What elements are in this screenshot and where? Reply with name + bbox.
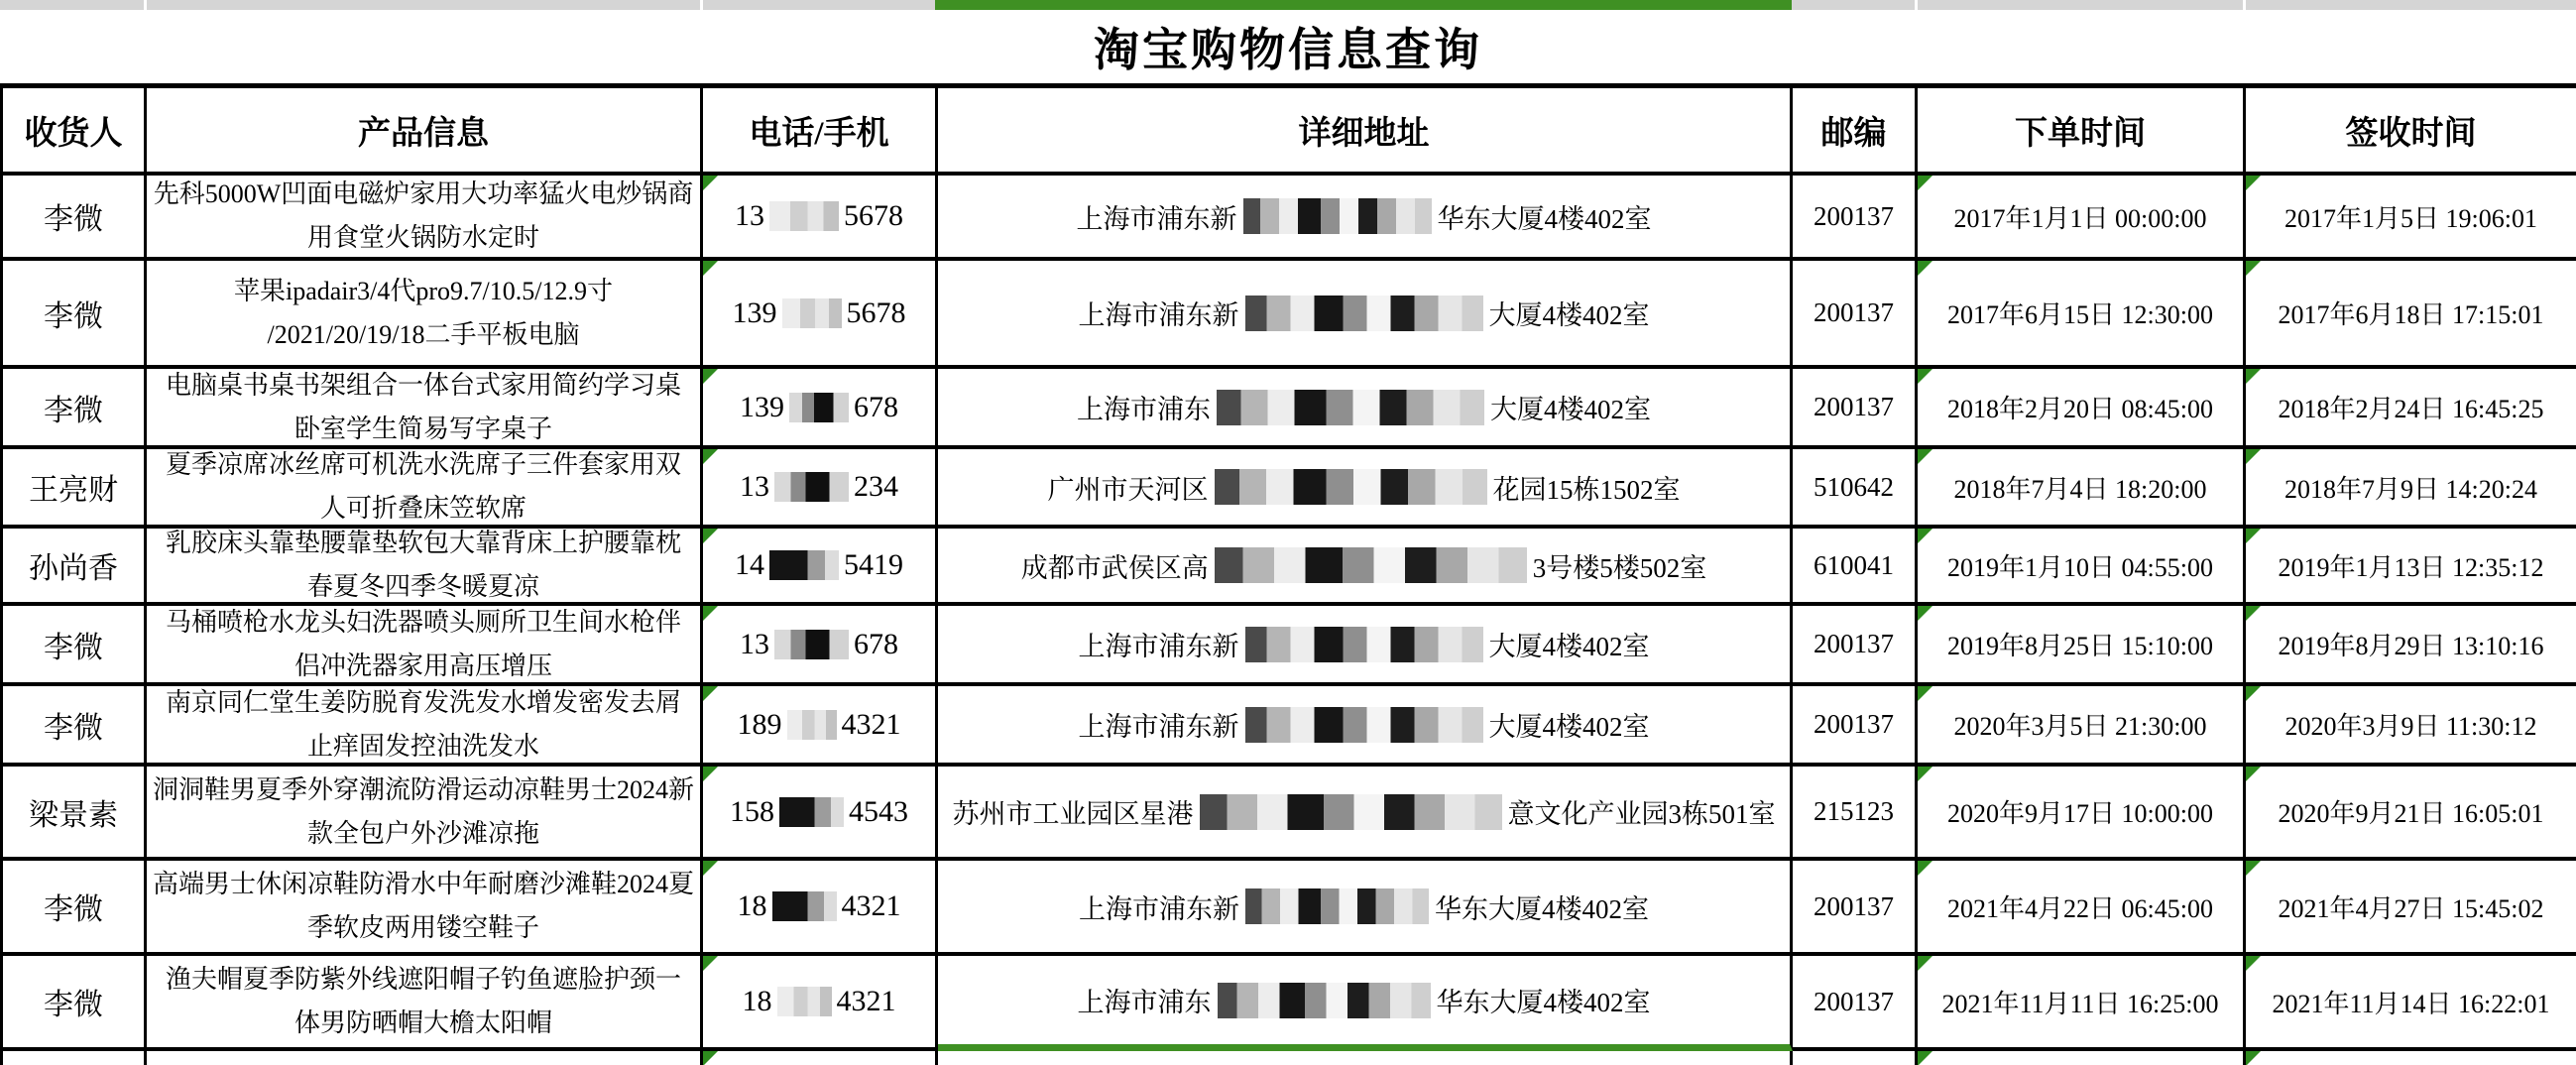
cell-flag-triangle-icon (1918, 529, 1932, 543)
address-cell[interactable] (938, 261, 1793, 369)
product-title-line1: 先科5000W凹面电磁炉家用大功率猛火电炒锅商 (153, 179, 694, 208)
phone-visible-suffix: 678 (854, 627, 898, 660)
sign-time: 2019年1月13日 12:35:12 (2278, 552, 2544, 582)
header-label: 详细地址 (1298, 115, 1430, 152)
product-title-line1: 洞洞鞋男夏季外穿潮流防滑运动凉鞋男士2024新 (152, 774, 694, 804)
order-time-cell[interactable] (1918, 176, 2246, 261)
cell-flag-triangle-icon (703, 369, 718, 384)
phone-cell[interactable] (703, 261, 938, 369)
address-visible-suffix: 华东大厦4楼402室 (1435, 893, 1649, 924)
phone-redaction-box (772, 891, 837, 921)
phone-visible-suffix: 4321 (841, 707, 901, 741)
product-title-line2: 春夏冬四季冬暖夏凉 (306, 572, 539, 601)
sheet-row-above-strip (0, 0, 2576, 10)
phone-cell[interactable] (703, 369, 938, 449)
partial-row-cell[interactable] (938, 1051, 1793, 1065)
cell-flag-triangle-icon (703, 529, 718, 543)
phone-cell[interactable] (703, 956, 938, 1051)
orders-table (0, 83, 2576, 1065)
header-cell-postal[interactable] (1793, 88, 1918, 176)
cell-flag-triangle-icon (703, 1051, 718, 1065)
phone-redaction-box (782, 298, 842, 328)
postal-cell[interactable] (1793, 861, 1918, 956)
address-visible-suffix: 意文化产业园3栋501室 (1507, 799, 1776, 829)
sign-time-cell[interactable] (2246, 261, 2576, 369)
recipient-cell[interactable] (3, 767, 147, 861)
header-cell-address[interactable] (938, 88, 1793, 176)
phone-visible-suffix: 678 (854, 390, 898, 423)
address-cell[interactable] (938, 956, 1793, 1051)
phone-cell[interactable] (703, 686, 938, 767)
address-cell[interactable] (938, 176, 1793, 261)
phone-visible-suffix: 5419 (844, 548, 903, 581)
title-area (0, 10, 2576, 83)
cell-flag-triangle-icon (703, 686, 718, 701)
postal-code: 200137 (1814, 890, 1894, 921)
phone-number (738, 708, 901, 742)
cell-flag-triangle-icon (1918, 176, 1932, 190)
sign-time: 2020年3月9日 11:30:12 (2284, 712, 2537, 741)
address-visible-prefix: 上海市浦东 (1077, 395, 1211, 424)
order-time-cell[interactable] (1918, 767, 2246, 861)
phone-redaction-box (774, 472, 849, 502)
address-visible-prefix: 上海市浦东 (1077, 988, 1212, 1017)
product-cell[interactable] (147, 861, 703, 956)
address-cell[interactable] (938, 606, 1793, 686)
phone-cell[interactable] (703, 767, 938, 861)
cell-flag-triangle-icon (1918, 861, 1932, 876)
phone-visible-prefix: 18 (742, 985, 772, 1017)
cell-flag-triangle-icon (703, 767, 718, 781)
cell-flag-triangle-icon (1918, 606, 1932, 621)
postal-cell[interactable] (1793, 529, 1918, 606)
order-time-cell[interactable] (1918, 861, 2246, 956)
product-title-line1: 渔夫帽夏季防紫外线遮阳帽子钓鱼遮脸护颈一 (165, 965, 681, 994)
order-time: 2019年1月10日 04:55:00 (1947, 552, 2213, 582)
header-cell-order-time[interactable] (1918, 88, 2246, 176)
address-cell[interactable] (938, 686, 1793, 767)
phone-number (743, 985, 896, 1018)
cell-flag-triangle-icon (2246, 449, 2261, 464)
recipient-cell[interactable] (3, 686, 147, 767)
phone-visible-suffix: 4543 (849, 794, 908, 828)
sign-time-cell[interactable] (2246, 606, 2576, 686)
recipient-name: 李微 (44, 394, 103, 427)
postal-cell[interactable] (1793, 767, 1918, 861)
product-title-line1: 高端男士休闲凉鞋防滑水中年耐磨沙滩鞋2024夏 (152, 870, 694, 898)
header-cell-product[interactable] (147, 88, 703, 176)
address-visible-suffix: 大厦4楼402室 (1490, 395, 1651, 424)
phone-cell[interactable] (703, 449, 938, 529)
address-redaction-box (1217, 390, 1484, 425)
address-cell[interactable] (938, 369, 1793, 449)
postal-cell[interactable] (1793, 606, 1918, 686)
postal-code: 200137 (1814, 986, 1894, 1016)
recipient-cell[interactable] (3, 529, 147, 606)
product-title-line1: 苹果ipadair3/4代pro9.7/10.5/12.9寸 (233, 276, 613, 305)
sign-time: 2018年2月24日 16:45:25 (2278, 395, 2544, 423)
phone-redaction-box (777, 987, 832, 1016)
recipient-cell[interactable] (3, 261, 147, 369)
address-redaction-box (1215, 547, 1527, 583)
postal-cell[interactable] (1793, 261, 1918, 369)
sign-time-cell[interactable] (2246, 449, 2576, 529)
product-cell[interactable] (147, 606, 703, 686)
address-text (1079, 294, 1650, 332)
header-cell-sign-time[interactable] (2246, 88, 2576, 176)
product-title-line1: 马桶喷枪水龙头妇洗器喷头厕所卫生间水枪伴 (165, 607, 681, 637)
recipient-name: 王亮财 (29, 474, 118, 507)
phone-visible-prefix: 139 (740, 390, 784, 423)
recipient-cell[interactable] (3, 606, 147, 686)
order-time: 2017年6月15日 12:30:00 (1947, 300, 2213, 329)
header-label: 产品信息 (358, 115, 489, 152)
partial-row-cell[interactable] (703, 1051, 938, 1065)
sign-time-cell[interactable] (2246, 176, 2576, 261)
address-visible-suffix: 大厦4楼402室 (1488, 632, 1650, 661)
phone-visible-prefix: 13 (740, 470, 769, 503)
cell-flag-triangle-icon (703, 956, 718, 971)
phone-visible-prefix: 139 (732, 296, 777, 329)
order-time: 2018年7月4日 18:20:00 (1953, 474, 2207, 504)
phone-visible-prefix: 13 (740, 627, 769, 660)
recipient-cell[interactable] (3, 369, 147, 449)
cell-flag-triangle-icon (1918, 686, 1932, 701)
address-visible-prefix: 广州市天河区 (1047, 474, 1209, 505)
address-visible-suffix: 大厦4楼402室 (1488, 300, 1650, 330)
postal-cell[interactable] (1793, 369, 1918, 449)
partial-row-cell[interactable] (1793, 1051, 1918, 1065)
phone-visible-suffix: 4321 (841, 889, 901, 922)
address-cell[interactable] (938, 861, 1793, 956)
phone-redaction-box (774, 630, 849, 659)
strip-column-separator (2243, 0, 2246, 10)
address-redaction-box (1245, 627, 1483, 662)
product-cell[interactable] (147, 369, 703, 449)
header-cell-recipient[interactable] (3, 88, 147, 176)
postal-code: 510642 (1814, 471, 1894, 502)
recipient-cell[interactable] (3, 176, 147, 261)
address-text (1078, 981, 1651, 1019)
strip-column-separator (1915, 0, 1918, 10)
product-cell[interactable] (147, 956, 703, 1051)
sign-time: 2020年9月21日 16:05:01 (2278, 799, 2544, 828)
address-redaction-box (1245, 888, 1429, 924)
sign-time-cell[interactable] (2246, 861, 2576, 956)
cell-flag-triangle-icon (703, 176, 718, 190)
phone-redaction-box (779, 797, 844, 827)
product-cell[interactable] (147, 686, 703, 767)
address-text (1079, 888, 1649, 926)
phone-visible-prefix: 189 (737, 707, 782, 741)
cell-flag-triangle-icon (1918, 956, 1932, 971)
product-title-line2: 卧室学生简易写字桌子 (293, 414, 552, 443)
cell-flag-triangle-icon (703, 261, 718, 276)
sign-time: 2018年7月9日 14:20:24 (2284, 474, 2537, 504)
recipient-name: 孙尚香 (29, 552, 118, 585)
cell-flag-triangle-icon (703, 861, 718, 876)
cell-flag-triangle-icon (2246, 529, 2261, 543)
cell-flag-triangle-icon (2246, 956, 2261, 971)
product-title-line2: 季软皮两用镂空鞋子 (306, 913, 539, 942)
order-time-cell[interactable] (1918, 956, 2246, 1051)
product-title-line2: 止痒固发控油洗发水 (306, 731, 539, 761)
strip-column-separator (144, 0, 147, 10)
phone-cell[interactable] (703, 606, 938, 686)
phone-visible-prefix: 18 (737, 889, 767, 922)
header-label: 电话/手机 (749, 115, 889, 152)
partial-row-cell[interactable] (2246, 1051, 2576, 1065)
phone-number (733, 296, 906, 330)
order-time: 2020年3月5日 21:30:00 (1953, 712, 2207, 741)
address-text (1079, 625, 1650, 663)
cell-flag-triangle-icon (2246, 1051, 2261, 1065)
address-redaction-box (1243, 198, 1432, 234)
partial-row-cell[interactable] (3, 1051, 147, 1065)
phone-number (740, 470, 898, 504)
postal-code: 215123 (1814, 796, 1894, 826)
product-cell[interactable] (147, 529, 703, 606)
recipient-cell[interactable] (3, 956, 147, 1051)
order-time: 2018年2月20日 08:45:00 (1947, 395, 2213, 423)
order-time: 2021年4月22日 06:45:00 (1947, 893, 2213, 923)
recipient-name: 李微 (44, 989, 103, 1021)
product-title-line1: 乳胶床头靠垫腰靠垫软包大靠背床上护腰靠枕 (165, 529, 681, 557)
phone-visible-suffix: 4321 (836, 985, 896, 1017)
cell-flag-triangle-icon (2246, 261, 2261, 276)
header-label: 下单时间 (2015, 115, 2146, 152)
postal-code: 200137 (1814, 200, 1894, 231)
phone-number (735, 548, 903, 582)
sign-time: 2021年4月27日 15:45:02 (2278, 893, 2544, 923)
postal-cell[interactable] (1793, 686, 1918, 767)
postal-cell[interactable] (1793, 176, 1918, 261)
product-cell[interactable] (147, 767, 703, 861)
address-text (1079, 705, 1650, 744)
order-time: 2019年8月25日 15:10:00 (1947, 632, 2213, 660)
sign-time: 2019年8月29日 13:10:16 (2278, 632, 2544, 660)
cell-flag-triangle-icon (703, 449, 718, 464)
order-time: 2021年11月11日 16:25:00 (1941, 989, 2219, 1018)
postal-code: 200137 (1814, 297, 1894, 327)
phone-cell[interactable] (703, 529, 938, 606)
address-text (1077, 197, 1652, 236)
sign-time-cell[interactable] (2246, 529, 2576, 606)
address-visible-prefix: 上海市浦东新 (1078, 712, 1239, 742)
postal-code: 610041 (1814, 549, 1894, 580)
recipient-name: 李微 (44, 711, 103, 745)
phone-number (740, 628, 898, 661)
cell-flag-triangle-icon (1918, 767, 1932, 781)
address-visible-prefix: 上海市浦东新 (1078, 300, 1239, 330)
cell-flag-triangle-icon (1918, 261, 1932, 276)
recipient-name: 李微 (44, 893, 103, 926)
order-time-cell[interactable] (1918, 686, 2246, 767)
sign-time: 2021年11月14日 16:22:01 (2272, 989, 2550, 1018)
partial-row-cell[interactable] (1918, 1051, 2246, 1065)
order-time-cell[interactable] (1918, 369, 2246, 449)
address-redaction-box (1215, 469, 1487, 505)
address-visible-prefix: 上海市浦东新 (1079, 893, 1239, 924)
postal-code: 200137 (1814, 709, 1894, 739)
green-fill-strip (935, 0, 1792, 10)
partial-row-cell[interactable] (147, 1051, 703, 1065)
address-visible-prefix: 上海市浦东新 (1078, 632, 1239, 661)
cell-flag-triangle-icon (2246, 767, 2261, 781)
page-title: 淘宝购物信息查询 (1094, 25, 1482, 75)
product-title-line2: 人可折叠床笠软席 (319, 494, 527, 523)
order-time-cell[interactable] (1918, 529, 2246, 606)
address-visible-suffix: 3号楼5楼502室 (1532, 552, 1707, 583)
header-cell-phone[interactable] (703, 88, 938, 176)
address-redaction-box (1245, 296, 1483, 331)
address-cell[interactable] (938, 449, 1793, 529)
phone-cell[interactable] (703, 176, 938, 261)
product-cell[interactable] (147, 261, 703, 369)
recipient-name: 梁景素 (29, 798, 118, 832)
sign-time-cell[interactable] (2246, 767, 2576, 861)
header-label: 收货人 (24, 115, 123, 152)
order-time-cell[interactable] (1918, 449, 2246, 529)
phone-visible-prefix: 13 (735, 199, 764, 232)
order-time: 2020年9月17日 10:00:00 (1947, 799, 2213, 828)
phone-number (730, 795, 908, 829)
phone-cell[interactable] (703, 861, 938, 956)
order-time-cell[interactable] (1918, 261, 2246, 369)
cell-flag-triangle-icon (2246, 369, 2261, 384)
product-cell[interactable] (147, 449, 703, 529)
recipient-name: 李微 (44, 631, 103, 664)
address-visible-prefix: 上海市浦东新 (1076, 203, 1237, 234)
product-title-line2: 用食堂火锅防水定时 (306, 223, 539, 252)
address-visible-suffix: 花园15栋1502室 (1492, 474, 1681, 505)
phone-redaction-box (769, 550, 839, 580)
recipient-name: 李微 (44, 203, 103, 236)
phone-redaction-box (787, 710, 837, 740)
address-text (1048, 468, 1681, 507)
order-time: 2017年1月1日 00:00:00 (1953, 203, 2207, 233)
order-time-cell[interactable] (1918, 606, 2246, 686)
phone-visible-suffix: 234 (854, 470, 898, 503)
postal-cell[interactable] (1793, 956, 1918, 1051)
postal-code: 200137 (1814, 629, 1894, 658)
strip-column-separator (700, 0, 703, 10)
sign-time-cell[interactable] (2246, 369, 2576, 449)
address-redaction-box (1200, 794, 1502, 830)
recipient-cell[interactable] (3, 449, 147, 529)
cell-flag-triangle-icon (2246, 606, 2261, 621)
product-cell[interactable] (147, 176, 703, 261)
cell-flag-triangle-icon (2246, 861, 2261, 876)
recipient-name: 李微 (44, 299, 103, 333)
phone-visible-suffix: 5678 (844, 199, 903, 232)
recipient-cell[interactable] (3, 861, 147, 956)
product-title-line1: 夏季凉席冰丝席可机洗水洗席子三件套家用双 (165, 450, 681, 479)
sign-time-cell[interactable] (2246, 956, 2576, 1051)
postal-code: 200137 (1814, 392, 1894, 421)
address-visible-suffix: 大厦4楼402室 (1488, 712, 1650, 742)
phone-number (738, 889, 901, 923)
cell-flag-triangle-icon (1918, 449, 1932, 464)
address-redaction-box (1245, 707, 1483, 743)
postal-cell[interactable] (1793, 449, 1918, 529)
address-visible-suffix: 华东大厦4楼402室 (1437, 203, 1652, 234)
cell-flag-triangle-icon (1918, 1051, 1932, 1065)
product-title-line2: 体男防晒帽大檐太阳帽 (293, 1008, 552, 1037)
product-title-line2: 款全包户外沙滩凉拖 (306, 818, 539, 848)
header-label: 签收时间 (2345, 115, 2477, 152)
address-visible-prefix: 成都市武侯区高 (1020, 552, 1209, 583)
address-redaction-box (1218, 983, 1431, 1018)
sign-time: 2017年6月18日 17:15:01 (2278, 300, 2544, 329)
address-text (1021, 546, 1707, 585)
cell-flag-triangle-icon (2246, 176, 2261, 190)
product-title-line2: /2021/20/19/18二手平板电脑 (267, 319, 580, 349)
address-text (953, 792, 1776, 831)
cell-flag-triangle-icon (1918, 369, 1932, 384)
phone-redaction-box (789, 393, 849, 422)
phone-visible-prefix: 158 (730, 794, 774, 828)
product-title-line1: 电脑桌书桌书架组合一体台式家用简约学习桌 (165, 370, 681, 400)
phone-visible-prefix: 14 (735, 548, 764, 581)
cell-flag-triangle-icon (2246, 686, 2261, 701)
address-cell[interactable] (938, 767, 1793, 861)
address-visible-prefix: 苏州市工业园区星港 (952, 799, 1194, 829)
phone-number (740, 391, 898, 424)
product-title-line2: 侣冲洗器家用高压增压 (293, 651, 552, 680)
product-title-line1: 南京同仁堂生姜防脱育发洗发水增发密发去屑 (165, 687, 681, 717)
phone-visible-suffix: 5678 (846, 296, 906, 329)
sign-time-cell[interactable] (2246, 686, 2576, 767)
cell-flag-triangle-icon (703, 606, 718, 621)
address-text (1077, 388, 1651, 426)
address-cell[interactable] (938, 529, 1793, 606)
address-visible-suffix: 华东大厦4楼402室 (1436, 988, 1651, 1017)
phone-redaction-box (769, 201, 839, 231)
phone-number (735, 199, 903, 233)
sign-time: 2017年1月5日 19:06:01 (2284, 203, 2537, 233)
header-label: 邮编 (1820, 115, 1887, 152)
